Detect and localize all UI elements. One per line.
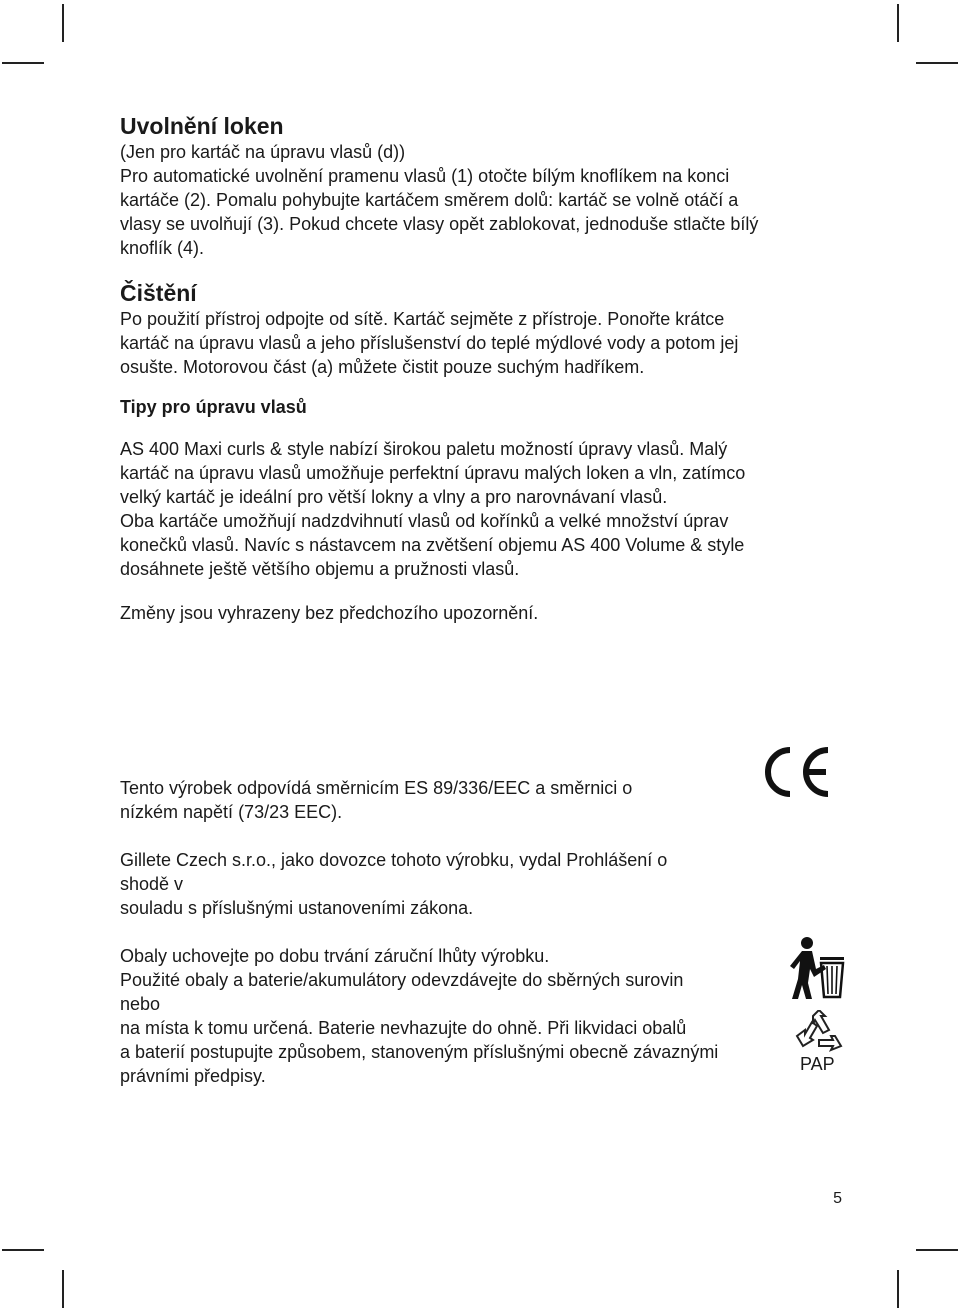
text-line: kartáč na úpravu vlasů umožňuje perfektní úpravu malých loken a vln, zatímco [120,463,746,483]
text-line: konečků vlasů. Navíc s nástavcem na zvětšení objemu AS 400 Volume & style [120,535,745,555]
section-title-tips: Tipy pro úpravu vlasů [120,397,307,417]
text-line: a baterií postupujte způsobem, stanoveným příslušnými obecně závaznými [120,1042,719,1062]
crop-mark [2,62,44,64]
crop-mark [897,1270,899,1308]
crop-mark [916,1249,958,1251]
text-line: knoflík (4). [120,238,205,258]
text-line: právními předpisy. [120,1066,266,1086]
page-number: 5 [833,1190,842,1207]
text-line: kartáče (2). Pomalu pohybujte kartáčem směrem dolů: kartáč se volně otáčí a [120,190,739,210]
text-line: Obaly uchovejte po dobu trvání záruční lhůty výrobku. [120,946,550,966]
text-line: souladu s příslušnými ustanoveními zákona. [120,898,474,918]
cleaning-text [120,307,840,379]
text-line: Pro automatické uvolnění pramenu vlasů (1) otočte bílým knoflíkem na konci [120,166,730,186]
text-line: Oba kartáče umožňují nadzdvihnutí vlasů od kořínků a velké množství úprav [120,511,729,531]
tips-text [120,437,840,581]
waste-bin-icon [790,935,846,1006]
text-line: dosáhnete ještě většího objemu a pružnosti vlasů. [120,559,520,579]
text-line: na místa k tomu určená. Baterie nevhazujte do ohně. Při likvidaci obalů [120,1018,687,1038]
text-line: Tento výrobek odpovídá směrnicím ES 89/336/EEC a směrnici o [120,778,633,798]
text-line: Po použití přístroj odpojte od sítě. Kartáč sejměte z přístroje. Ponořte krátce [120,309,725,329]
text-line: Gillete Czech s.r.o., jako dovozce tohoto výrobku, vydal Prohlášení o shodě v [120,850,668,894]
changes-notice: Změny jsou vyhrazeny bez předchozího upozornění. [120,603,539,623]
ce-mark-icon [758,744,832,805]
crop-mark [62,1270,64,1308]
curls-text [120,140,840,260]
text-line: vlasy se uvolňují (3). Pokud chcete vlasy opět zablokovat, jednoduše stlačte bílý [120,214,759,234]
text-line: kartáč na úpravu vlasů a jeho příslušenství do teplé mýdlové vody a potom jej [120,333,739,353]
compliance-text [120,776,720,824]
section-title-cleaning: Čištění [120,280,197,306]
section-title-curls: Uvolnění loken [120,113,284,139]
crop-mark [62,4,64,42]
text-line: (Jen pro kartáč na úpravu vlasů (d)) [120,142,406,162]
crop-mark [2,1249,44,1251]
text-line: Použité obaly a baterie/akumulátory odevzdávejte do sběrných surovin nebo [120,970,684,1014]
main-content [120,112,840,625]
importer-text [120,848,720,920]
disposal-text [120,944,720,1088]
crop-mark [897,4,899,42]
crop-mark [916,62,958,64]
text-line: AS 400 Maxi curls & style nabízí širokou paletu možností úpravy vlasů. Malý [120,439,728,459]
text-line: osušte. Motorovou část (a) můžete čistit pouze suchým hadříkem. [120,357,645,377]
recycle-icon [795,1010,843,1059]
text-line: nízkém napětí (73/23 EEC). [120,802,343,822]
text-line: velký kartáč je ideální pro větší lokny a vlny a pro narovnávaní vlasů. [120,487,668,507]
recycle-label: PAP [800,1054,835,1074]
